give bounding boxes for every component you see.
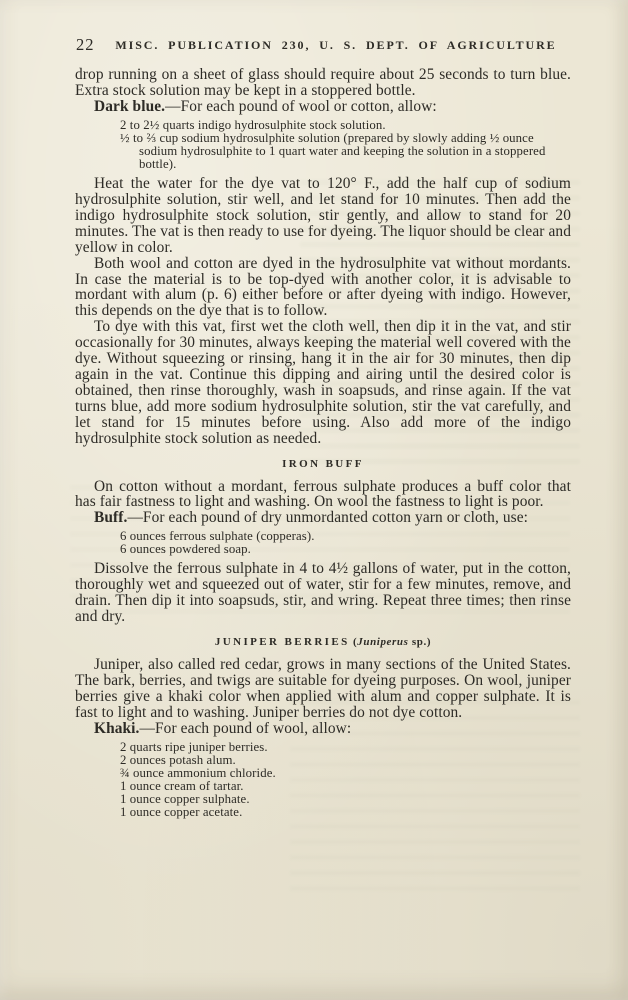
- paragraph-juniper-intro: Juniper, also called red cedar, grows in many sections of the United States. The bark, berries, and twigs are suitable for dyeing purposes. On wool, juniper berries give a khaki color when applied with alum and copper sulphate. It is fast to light and to washing. Juniper berries do not dye cotton.: [75, 656, 571, 721]
- recipe-item: ¾ ounce ammonium chloride.: [120, 765, 276, 780]
- juniper-heading-species: Juniperus: [357, 636, 409, 649]
- recipe-item: 6 ounces ferrous sulphate (copperas).: [120, 529, 315, 544]
- recipe-list-dark-blue: [120, 119, 560, 171]
- recipe-item: 1 ounce cream of tartar.: [120, 778, 244, 793]
- recipe-list-khaki: [120, 741, 560, 820]
- recipe-item: 2 quarts ripe juniper berries.: [120, 739, 268, 754]
- buff-text: —For each pound of dry unmordanted cotton yarn or cloth, use:: [127, 509, 529, 527]
- juniper-heading-name: JUNIPER BERRIES: [214, 636, 350, 649]
- khaki-lead: Khaki.: [94, 719, 140, 737]
- recipe-item: 1 ounce copper acetate.: [120, 805, 243, 820]
- paragraph-heat: Heat the water for the dye vat to 120° F., add the half cup of sodium hydrosulphite solution, stir well, and let stand for 10 minutes. Then add the indigo hydrosulphite stock solution, stir gently, and allow to stand for 20 minutes. The vat is then ready to use for dyeing. The liquor should be clear and yellow in color.: [75, 175, 571, 256]
- juniper-heading-open: (: [349, 636, 358, 649]
- iron-buff-heading-text: IRON BUFF: [282, 457, 364, 470]
- paragraph-buff: [75, 510, 571, 526]
- dark-blue-text: —For each pound of wool or cotton, allow:: [165, 97, 437, 115]
- recipe-list-buff: [120, 530, 560, 556]
- section-heading-juniper-berries: [75, 636, 571, 649]
- paragraph-opening: drop running on a sheet of glass should require about 25 seconds to turn blue. Extra stock solution may be kept in a stoppered bottle.: [75, 66, 571, 99]
- recipe-item: ½ to ⅔ cup sodium hydrosulphite solution (prepared by slowly adding ½ ounce sodium hydrosulphite to 1 quart water and keeping the solution in a stoppered bottle).: [120, 130, 546, 171]
- paragraph-dissolve: Dissolve the ferrous sulphate in 4 to 4½ gallons of water, put in the cotton, thoroughly wet and squeezed out of water, stir for a few minutes, remove, and drain. Then dip it into soapsuds, stir, and wring. Repeat three times; then rinse and dry.: [75, 560, 571, 626]
- page-content: [75, 36, 571, 824]
- paragraph-iron-buff-intro: On cotton without a mordant, ferrous sulphate produces a buff color that has fair fastness to light and washing. On wool the fastness to light is poor.: [75, 477, 571, 511]
- recipe-item: 6 ounces powdered soap.: [120, 542, 251, 557]
- section-heading-iron-buff: [75, 458, 571, 471]
- paragraph-khaki: [75, 721, 571, 737]
- recipe-item: 1 ounce copper sulphate.: [120, 791, 250, 806]
- buff-lead: Buff.: [94, 509, 128, 527]
- page-number: 22: [76, 35, 95, 54]
- juniper-heading-close: sp.): [408, 636, 432, 649]
- running-head-title: MISC. PUBLICATION 230, U. S. DEPT. OF AGRICULTURE: [115, 38, 557, 52]
- dark-blue-lead: Dark blue.: [94, 97, 166, 115]
- paragraph-dark-blue: [75, 99, 571, 115]
- body-text: [75, 67, 571, 819]
- recipe-item: 2 to 2½ quarts indigo hydrosulphite stock solution.: [120, 117, 386, 132]
- running-header: [75, 36, 571, 54]
- recipe-item: 2 ounces potash alum.: [120, 752, 236, 767]
- paragraph-mordants: Both wool and cotton are dyed in the hydrosulphite vat without mordants. In case the material is to be top-dyed with another color, it is advisable to mordant with alum (p. 6) either before or after dyeing with indigo. However, this depends on the dye that is to follow.: [75, 254, 571, 320]
- paragraph-vat-dyeing: To dye with this vat, first wet the cloth well, then dip it in the vat, and stir occasionally for 30 minutes, always keeping the material well covered with the dye. Without squeezing or rinsing, hang it in the air for 30 minutes, then dip again in the vat. Continue this dipping and airing until the desired color is obtained, then rinse thoroughly, wash in soapsuds, and rinse again. If the vat turns blue, add more sodium hydrosulphite solution, stir the vat carefully, and let stand for 15 minutes before using. Also add more of the indigo hydrosulphite stock solution as needed.: [75, 318, 571, 447]
- khaki-text: —For each pound of wool, allow:: [139, 719, 352, 737]
